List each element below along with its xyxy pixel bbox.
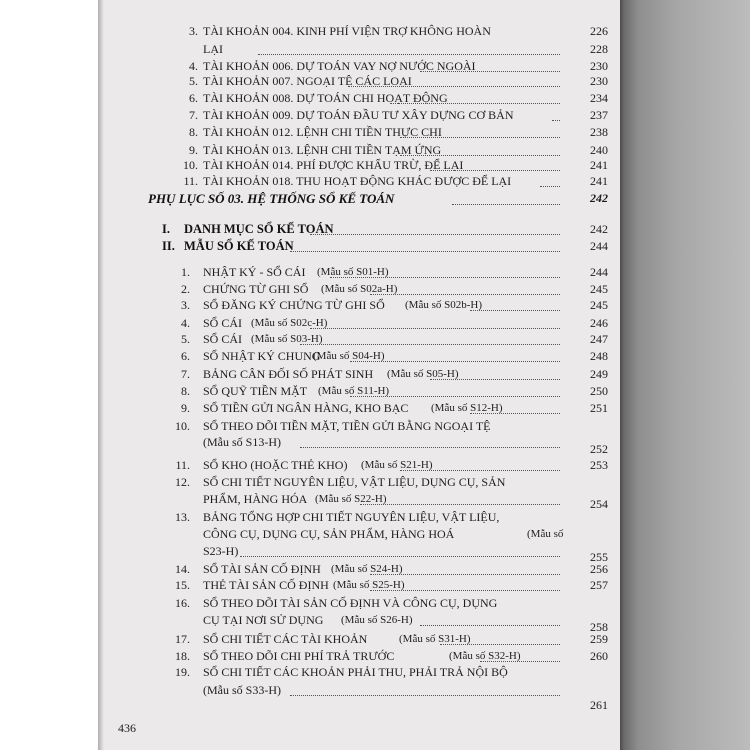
toc-entry-page: 237 bbox=[590, 108, 608, 122]
toc-entry-account bbox=[0, 157, 620, 174]
toc-entry-page: 246 bbox=[590, 316, 608, 330]
toc-entry-book bbox=[0, 474, 620, 491]
toc-entry-book bbox=[0, 264, 620, 281]
section-title: DANH MỤC SỔ KẾ TOÁN bbox=[184, 222, 334, 236]
toc-entry-book-continued bbox=[0, 491, 620, 511]
toc-entry-form-code: (Mẫu số S02c-H) bbox=[251, 317, 328, 329]
toc-entry-page: 253 bbox=[590, 458, 608, 472]
toc-entry-title: SỔ THEO DÕI TÀI SẢN CỐ ĐỊNH VÀ CÔNG CỤ, DỤNG bbox=[203, 596, 498, 610]
toc-entry-number: 8. bbox=[189, 125, 198, 139]
toc-entry-form-code: (Mẫu số S31-H) bbox=[399, 633, 471, 645]
toc-entry-title: SỔ THEO DÕI CHI PHÍ TRẢ TRƯỚC bbox=[203, 649, 395, 663]
appendix-heading: PHỤ LỤC SỐ 03. HỆ THỐNG SỔ KẾ TOÁN bbox=[148, 191, 395, 206]
section-page: 242 bbox=[590, 222, 608, 236]
toc-entry-number: 15. bbox=[175, 578, 190, 592]
toc-entry-book bbox=[0, 577, 620, 594]
toc-entry-page: 244 bbox=[590, 265, 608, 279]
toc-entry-title: S23-H) bbox=[203, 544, 239, 558]
toc-entry-book bbox=[0, 331, 620, 348]
toc-entry-book bbox=[0, 383, 620, 400]
page-number-footer: 436 bbox=[118, 721, 136, 735]
leader-dots bbox=[290, 695, 560, 696]
toc-entry-page: 256 bbox=[590, 562, 608, 576]
toc-entry-page: 259 bbox=[590, 632, 608, 646]
toc-entry-title: TÀI KHOẢN 014. PHÍ ĐƯỢC KHẤU TRỪ, ĐỂ LẠI bbox=[203, 158, 464, 172]
toc-entry-book bbox=[0, 631, 620, 648]
toc-entry-title: SỔ CHI TIẾT CÁC KHOẢN PHẢI THU, PHẢI TRẢ NỘI BỘ bbox=[203, 665, 508, 679]
toc-entry-number: 10. bbox=[175, 419, 190, 433]
toc-entry-title: PHẨM, HÀNG HÓA bbox=[203, 492, 308, 506]
toc-entry-title: TÀI KHOẢN 012. LỆNH CHI TIỀN THỰC CHI bbox=[203, 125, 442, 139]
section-heading-1 bbox=[0, 221, 620, 238]
toc-entry-book bbox=[0, 595, 620, 612]
toc-entry-page: 248 bbox=[590, 349, 608, 363]
toc-entry-account bbox=[0, 23, 620, 40]
toc-entry-book-continued bbox=[0, 543, 620, 564]
toc-entry-book bbox=[0, 348, 620, 365]
toc-entry-page: 254 bbox=[590, 497, 608, 511]
toc-entry-form-code: (Mẫu số S21-H) bbox=[361, 459, 433, 471]
toc-entry-number: 9. bbox=[189, 143, 198, 157]
toc-entry-number: 6. bbox=[189, 91, 198, 105]
toc-entry-form-code: (Mẫu số S12-H) bbox=[431, 402, 503, 414]
toc-entry-page: 241 bbox=[590, 158, 608, 172]
toc-entry-book bbox=[0, 366, 620, 383]
leader-dots bbox=[370, 590, 560, 591]
leader-dots bbox=[350, 396, 560, 397]
toc-entry-title: SỔ QUỸ TIỀN MẶT bbox=[203, 384, 308, 398]
toc-entry-title: SỔ CÁI bbox=[203, 316, 243, 330]
toc-entry-book bbox=[0, 664, 620, 681]
toc-entry-form-code: (Mẫu số S02a-H) bbox=[321, 283, 398, 295]
toc-entry-page: 260 bbox=[590, 649, 608, 663]
leader-dots bbox=[370, 574, 560, 575]
toc-entry-number: 13. bbox=[175, 510, 190, 524]
toc-entry-title: TÀI KHOẢN 006. DỰ TOÁN VAY NỢ NƯỚC NGOÀI bbox=[203, 59, 476, 73]
toc-entry-title: (Mẫu số S33-H) bbox=[203, 683, 281, 697]
toc-entry-form-code: (Mẫu số S03-H) bbox=[251, 333, 323, 345]
toc-entry-book bbox=[0, 509, 620, 526]
toc-entry-page: 245 bbox=[590, 282, 608, 296]
toc-entry-number: 5. bbox=[189, 74, 198, 88]
toc-entry-page: 255 bbox=[590, 550, 608, 564]
appendix-page: 242 bbox=[590, 191, 608, 205]
toc-entry-title: BẢNG TỔNG HỢP CHI TIẾT NGUYÊN LIỆU, VẬT LIỆU, bbox=[203, 510, 500, 524]
toc-entry-form-code: (Mẫu số S11-H) bbox=[318, 385, 390, 397]
toc-entry-number: 9. bbox=[181, 401, 190, 415]
toc-entry-page: 226 bbox=[590, 24, 608, 38]
toc-entry-number: 12. bbox=[175, 475, 190, 489]
toc-entry-form-code: (Mẫu số S04-H) bbox=[313, 350, 385, 362]
toc-entry-page: 252 bbox=[590, 442, 608, 456]
leader-dots bbox=[348, 86, 560, 87]
toc-entry-title: BẢNG CÂN ĐỐI SỐ PHÁT SINH bbox=[203, 367, 374, 381]
section-page: 244 bbox=[590, 239, 608, 253]
toc-entry-title: (Mẫu số S13-H) bbox=[203, 435, 281, 449]
leader-dots bbox=[350, 361, 560, 362]
toc-entry-number: 7. bbox=[181, 367, 190, 381]
toc-entry-title: SỔ TIỀN GỬI NGÂN HÀNG, KHO BẠC bbox=[203, 401, 409, 415]
toc-entry-book-continued bbox=[0, 526, 620, 543]
toc-entry-number: 14. bbox=[175, 562, 190, 576]
toc-entry-number: 4. bbox=[189, 59, 198, 73]
leader-dots bbox=[400, 137, 560, 138]
toc-entry-number: 4. bbox=[181, 316, 190, 330]
toc-entry-page: 240 bbox=[590, 143, 608, 157]
section-heading-2 bbox=[0, 238, 620, 255]
leader-dots bbox=[390, 103, 560, 104]
toc-entry-page: 258 bbox=[590, 620, 608, 634]
toc-entry-page: 249 bbox=[590, 367, 608, 381]
toc-entry-title: TÀI KHOẢN 018. THU HOẠT ĐỘNG KHÁC ĐƯỢC ĐỂ LẠI bbox=[203, 174, 512, 188]
toc-entry-number: 2. bbox=[181, 282, 190, 296]
toc-entry-book bbox=[0, 648, 620, 665]
toc-entry-page: 238 bbox=[590, 125, 608, 139]
toc-entry-page: 241 bbox=[590, 174, 608, 188]
leader-dots bbox=[420, 71, 560, 72]
toc-entry-title: SỔ TÀI SẢN CỐ ĐỊNH bbox=[203, 562, 321, 576]
toc-entry-form-code: (Mẫu số S24-H) bbox=[331, 563, 403, 575]
toc-entry-number: 16. bbox=[175, 596, 190, 610]
toc-entry-title: SỔ CHI TIẾT NGUYÊN LIỆU, VẬT LIỆU, DỤNG CỤ, SẢN bbox=[203, 475, 506, 489]
section-number: II. bbox=[162, 239, 175, 253]
appendix-page-row bbox=[0, 190, 620, 207]
background-right-dark bbox=[618, 0, 750, 750]
toc-entry-page: 230 bbox=[590, 74, 608, 88]
toc-entry-title: SỔ ĐĂNG KÝ CHỨNG TỪ GHI SỔ bbox=[203, 298, 385, 312]
toc-entry-number: 17. bbox=[175, 632, 190, 646]
toc-entry-title: CÔNG CỤ, DỤNG CỤ, SẢN PHẨM, HÀNG HOÁ bbox=[203, 527, 455, 541]
toc-entry-title: SỔ CÁI bbox=[203, 332, 243, 346]
toc-entry-title: SỔ NHẬT KÝ CHUNG bbox=[203, 349, 321, 363]
toc-entry-form-code: (Mẫu số S02b-H) bbox=[405, 299, 482, 311]
toc-entry-page: 250 bbox=[590, 384, 608, 398]
toc-entry-form-code: (Mẫu số S32-H) bbox=[449, 650, 521, 662]
toc-entry-title: TÀI KHOẢN 009. DỰ TOÁN ĐẦU TƯ XÂY DỰNG CƠ BẢN bbox=[203, 108, 514, 122]
section-number: I. bbox=[162, 222, 170, 236]
toc-entry-number: 11. bbox=[175, 458, 190, 472]
toc-entry-book bbox=[0, 297, 620, 314]
leader-dots bbox=[290, 251, 560, 252]
section-title: MẪU SỔ KẾ TOÁN bbox=[184, 239, 294, 253]
leader-dots bbox=[370, 294, 560, 295]
toc-entry-number: 3. bbox=[181, 298, 190, 312]
toc-entry-title: SỔ KHO (HOẶC THẺ KHO) bbox=[203, 458, 348, 472]
toc-entry-title: SỔ THEO DÕI TIỀN MẶT, TIỀN GỬI BẰNG NGOẠI TỆ bbox=[203, 419, 491, 433]
toc-entry-title: TÀI KHOẢN 007. NGOẠI TỆ CÁC LOẠI bbox=[203, 74, 412, 88]
toc-entry-page: 234 bbox=[590, 91, 608, 105]
toc-entry-book bbox=[0, 418, 620, 435]
toc-entry-account bbox=[0, 41, 620, 58]
toc-entry-title: CỤ TẠI NƠI SỬ DỤNG bbox=[203, 613, 324, 627]
toc-entry-title: LẠI bbox=[203, 42, 223, 56]
toc-entry-page: 261 bbox=[590, 698, 608, 712]
toc-entry-book bbox=[0, 400, 620, 417]
toc-entry-number: 6. bbox=[181, 349, 190, 363]
toc-entry-number: 11. bbox=[183, 174, 198, 188]
toc-entry-form-code: (Mẫu số S05-H) bbox=[387, 368, 459, 380]
toc-entry-number: 10. bbox=[183, 158, 198, 172]
leader-dots bbox=[440, 644, 560, 645]
toc-entry-title: TÀI KHOẢN 004. KINH PHÍ VIỆN TRỢ KHÔNG HOÀN bbox=[203, 24, 491, 38]
toc-entry-title: THẺ TÀI SẢN CỐ ĐỊNH bbox=[203, 578, 329, 592]
toc-entry-book bbox=[0, 315, 620, 332]
toc-entry-page: 230 bbox=[590, 59, 608, 73]
leader-dots bbox=[400, 155, 560, 156]
toc-entry-book bbox=[0, 457, 620, 474]
leader-dots bbox=[470, 413, 560, 414]
leader-dots bbox=[300, 447, 560, 448]
toc-entry-number: 5. bbox=[181, 332, 190, 346]
toc-entry-account bbox=[0, 90, 620, 107]
leader-dots bbox=[430, 170, 560, 171]
toc-entry-page: 251 bbox=[590, 401, 608, 415]
leader-dots bbox=[240, 556, 560, 557]
leader-dots bbox=[330, 277, 560, 278]
toc-entry-account bbox=[0, 73, 620, 90]
toc-entry-title: TÀI KHOẢN 008. DỰ TOÁN CHI HOẠT ĐỘNG bbox=[203, 91, 448, 105]
leader-dots bbox=[310, 328, 560, 329]
toc-entry-number: 7. bbox=[189, 108, 198, 122]
toc-entry-form-code: (Mẫu số S26-H) bbox=[341, 614, 413, 626]
toc-entry-book-continued bbox=[0, 612, 620, 634]
toc-entry-account bbox=[0, 107, 620, 124]
toc-entry-page: 245 bbox=[590, 298, 608, 312]
toc-entry-book-continued bbox=[0, 682, 620, 712]
leader-dots bbox=[420, 625, 560, 626]
toc-entry-number: 8. bbox=[181, 384, 190, 398]
toc-entry-number: 1. bbox=[181, 265, 190, 279]
leader-dots bbox=[430, 379, 560, 380]
toc-entry-account bbox=[0, 124, 620, 141]
leader-dots bbox=[540, 186, 560, 187]
leader-dots bbox=[480, 661, 560, 662]
leader-dots bbox=[360, 504, 560, 505]
toc-entry-number: 3. bbox=[189, 24, 198, 38]
leader-dots bbox=[258, 54, 560, 55]
leader-dots bbox=[300, 344, 560, 345]
toc-entry-title: NHẬT KÝ - SỔ CÁI bbox=[203, 265, 306, 279]
toc-entry-title: SỔ CHI TIẾT CÁC TÀI KHOẢN bbox=[203, 632, 368, 646]
toc-entry-form-code: (Mẫu số S25-H) bbox=[333, 579, 405, 591]
toc-entry-page: 257 bbox=[590, 578, 608, 592]
toc-entry-page: 247 bbox=[590, 332, 608, 346]
toc-entry-form-code: (Mẫu số S01-H) bbox=[317, 266, 389, 278]
toc-entry-number: 19. bbox=[175, 665, 190, 679]
leader-dots bbox=[310, 234, 560, 235]
toc-entry-form-code: (Mẫu số S22-H) bbox=[315, 493, 387, 505]
toc-entry-page: 228 bbox=[590, 42, 608, 56]
leader-dots bbox=[552, 120, 560, 121]
toc-entry-number: 18. bbox=[175, 649, 190, 663]
leader-dots bbox=[400, 470, 560, 471]
toc-entry-title: CHỨNG TỪ GHI SỔ bbox=[203, 282, 309, 296]
toc-entry-title: TÀI KHOẢN 013. LỆNH CHI TIỀN TẠM ỨNG bbox=[203, 143, 442, 157]
toc-entry-book-continued bbox=[0, 434, 620, 456]
toc-entry-book bbox=[0, 561, 620, 578]
toc-entry-book bbox=[0, 281, 620, 298]
leader-dots bbox=[470, 310, 560, 311]
toc-entry-account bbox=[0, 173, 620, 190]
toc-entry-form-code: (Mẫu số bbox=[527, 528, 564, 540]
